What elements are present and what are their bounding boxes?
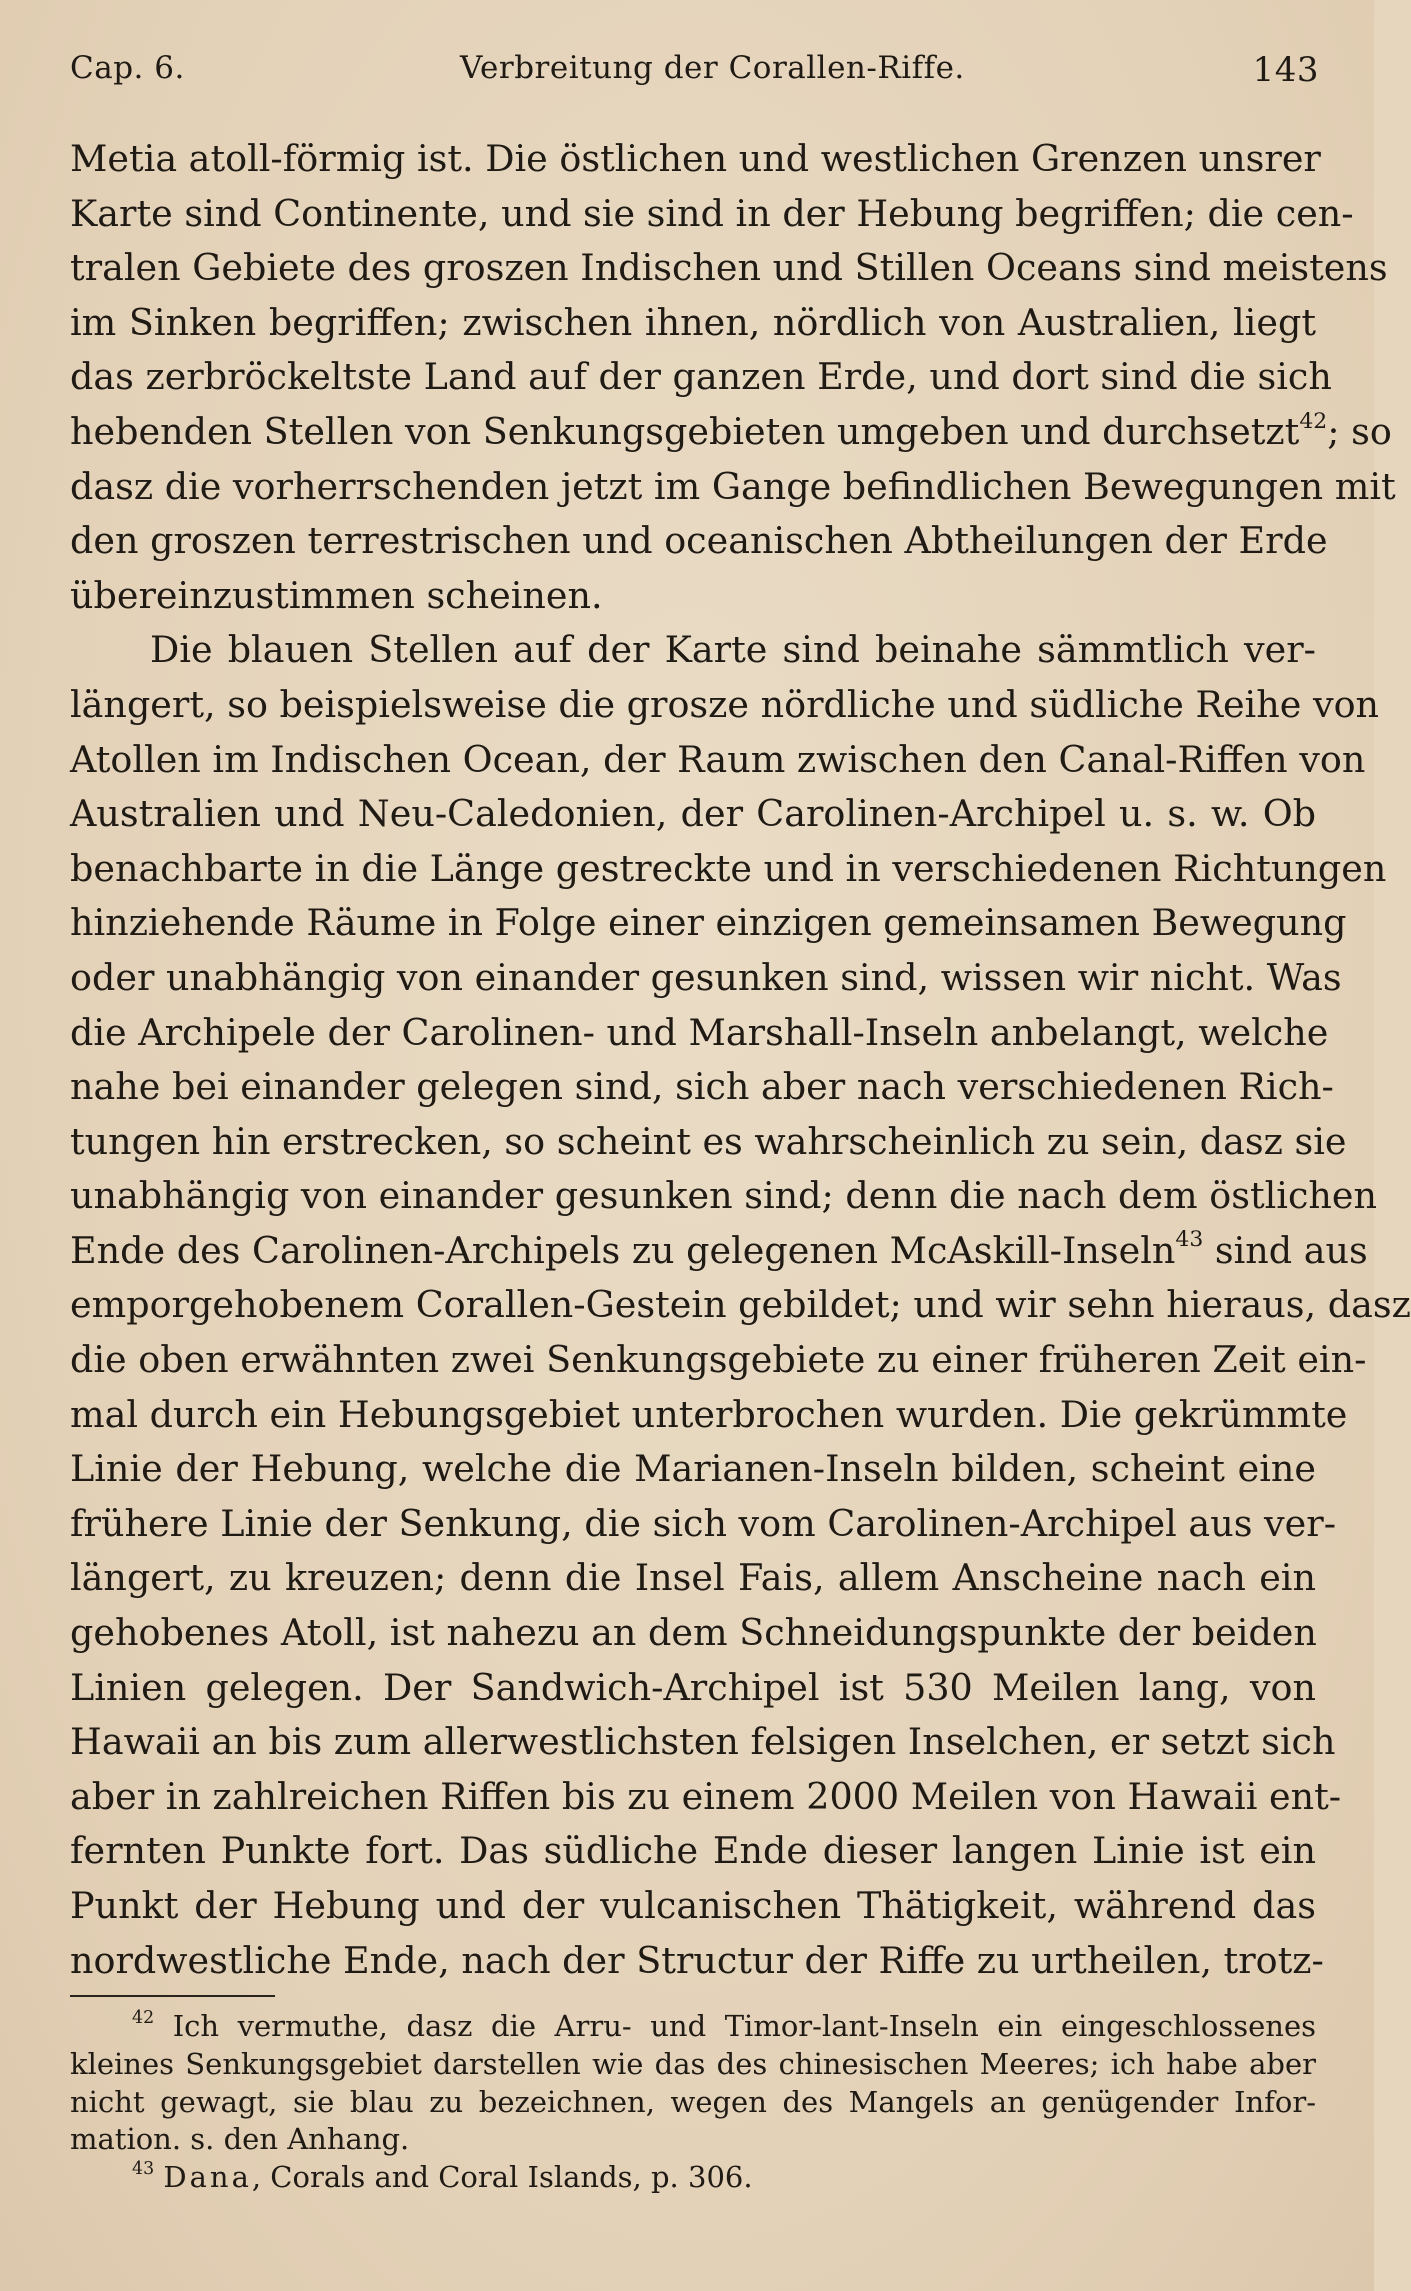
text-line: fernten Punkte fort. Das südliche Ende dieser langen Linie ist ein <box>70 1829 1316 1873</box>
footnote-text: , Corals and Coral Islands, p. 306. <box>251 2160 753 2195</box>
text-line: Hawaii an bis zum allerwestlichsten felsigen Inselchen, er setzt sich <box>70 1720 1336 1764</box>
footnote-number: 43 <box>132 2158 155 2179</box>
text-line: gehobenes Atoll, ist nahezu an dem Schneidungspunkte der beiden <box>70 1611 1317 1655</box>
text-segment: hebenden Stellen von Senkungsgebieten umgeben und durchsetzt <box>70 409 1300 453</box>
text-line: längert, zu kreuzen; denn die Insel Fais, allem Anscheine nach ein <box>70 1556 1316 1600</box>
footnote-text: Ich vermuthe, dasz die Arru- und Timor-lant-Inseln ein eingeschlossenes <box>172 2009 1316 2043</box>
text-line <box>70 1224 1368 1279</box>
footnotes <box>70 2008 1316 2197</box>
text-line: Punkt der Hebung und der vulcanischen Thätigkeit, während das <box>70 1884 1316 1927</box>
text-line: die oben erwähnten zwei Senkungsgebiete zu einer früheren Zeit ein- <box>70 1338 1367 1382</box>
footnote-42 <box>70 2008 1316 2046</box>
footnote-divider <box>70 1995 275 1997</box>
text-line: oder unabhängig von einander gesunken sind, wissen wir nicht. Was <box>70 955 1342 999</box>
text-line: mal durch ein Hebungsgebiet unterbrochen wurden. Die gekrümmte <box>70 1392 1348 1436</box>
running-header <box>70 50 1319 100</box>
text-line: aber in zahlreichen Riffen bis zu einem 2000 Meilen von Hawaii ent- <box>70 1774 1342 1818</box>
text-line <box>70 405 1392 460</box>
text-line: Atollen im Indischen Ocean, der Raum zwischen den Canal-Riffen von <box>70 737 1366 781</box>
footnote-ref-43[interactable]: 43 <box>1175 1227 1204 1253</box>
page-number: 143 <box>1252 50 1319 90</box>
text-line: dasz die vorherrschenden jetzt im Gange befindlichen Bewegungen mit <box>70 464 1396 508</box>
text-line: nordwestliche Ende, nach der Structur der Riffe zu urtheilen, trotz- <box>70 1938 1324 1982</box>
footnote-line: mation. s. den Anhang. <box>70 2122 410 2157</box>
footnote-line: nicht gewagt, sie blau zu bezeichnen, wegen des Mangels an genügender Infor- <box>70 2084 1316 2119</box>
text-line: Linie der Hebung, welche die Marianen-Inseln bilden, scheint eine <box>70 1447 1316 1491</box>
text-line: nahe bei einander gelegen sind, sich aber nach verschiedenen Rich- <box>70 1065 1334 1109</box>
footnote-number: 42 <box>132 2007 155 2028</box>
text-line: frühere Linie der Senkung, die sich vom Carolinen-Archipel aus ver- <box>70 1501 1337 1545</box>
chapter-label: Cap. 6. <box>70 50 185 86</box>
text-line: hinziehende Räume in Folge einer einzigen gemeinsamen Bewegung <box>70 901 1347 945</box>
text-line: Die blauen Stellen auf der Karte sind beinahe sämmtlich ver- <box>150 628 1316 672</box>
text-line: Metia atoll-förmig ist. Die östlichen und westlichen Grenzen unsrer <box>70 137 1321 180</box>
footnote-43 <box>70 2159 1316 2197</box>
text-line: tralen Gebiete des groszen Indischen und Stillen Oceans sind meistens <box>70 246 1388 290</box>
text-line: im Sinken begriffen; zwischen ihnen, nördlich von Australien, liegt <box>70 300 1316 344</box>
text-line: die Archipele der Carolinen- und Marshall-Inseln anbelangt, welche <box>70 1010 1329 1054</box>
text-line: das zerbröckeltste Land auf der ganzen Erde, und dort sind die sich <box>70 355 1332 399</box>
text-line: tungen hin erstrecken, so scheint es wahrscheinlich zu sein, dasz sie <box>70 1119 1347 1163</box>
footnote-author: Dana <box>163 2160 252 2195</box>
text-line: den groszen terrestrischen und oceanischen Abtheilungen der Erde <box>70 519 1328 563</box>
running-title: Verbreitung der Corallen-Riffe. <box>460 50 965 86</box>
text-segment: sind aus <box>1203 1228 1368 1272</box>
footnote-line: kleines Senkungsgebiet darstellen wie das des chinesischen Meeres; ich habe aber <box>70 2046 1316 2081</box>
text-segment: ; so <box>1327 409 1392 453</box>
text-line: Australien und Neu-Caledonien, der Carolinen-Archipel u. s. w. Ob <box>70 792 1316 836</box>
text-segment: Ende des Carolinen-Archipels zu gelegenen McAskill-Inseln <box>70 1228 1176 1272</box>
text-line: Linien gelegen. Der Sandwich-Archipel ist 530 Meilen lang, von <box>70 1665 1316 1709</box>
text-line: benachbarte in die Länge gestreckte und in verschiedenen Richtungen <box>70 846 1387 890</box>
body-text <box>70 132 1411 1988</box>
text-line: emporgehobenem Corallen-Gestein gebildet; und wir sehn hieraus, dasz <box>70 1283 1411 1327</box>
footnote-ref-42[interactable]: 42 <box>1299 408 1328 434</box>
text-line: übereinzustimmen scheinen. <box>70 573 603 617</box>
text-line: unabhängig von einander gesunken sind; denn die nach dem östlichen <box>70 1174 1378 1218</box>
text-line: längert, so beispielsweise die grosze nördliche und südliche Reihe von <box>70 682 1380 726</box>
text-line: Karte sind Continente, und sie sind in der Hebung begriffen; die cen- <box>70 191 1354 235</box>
